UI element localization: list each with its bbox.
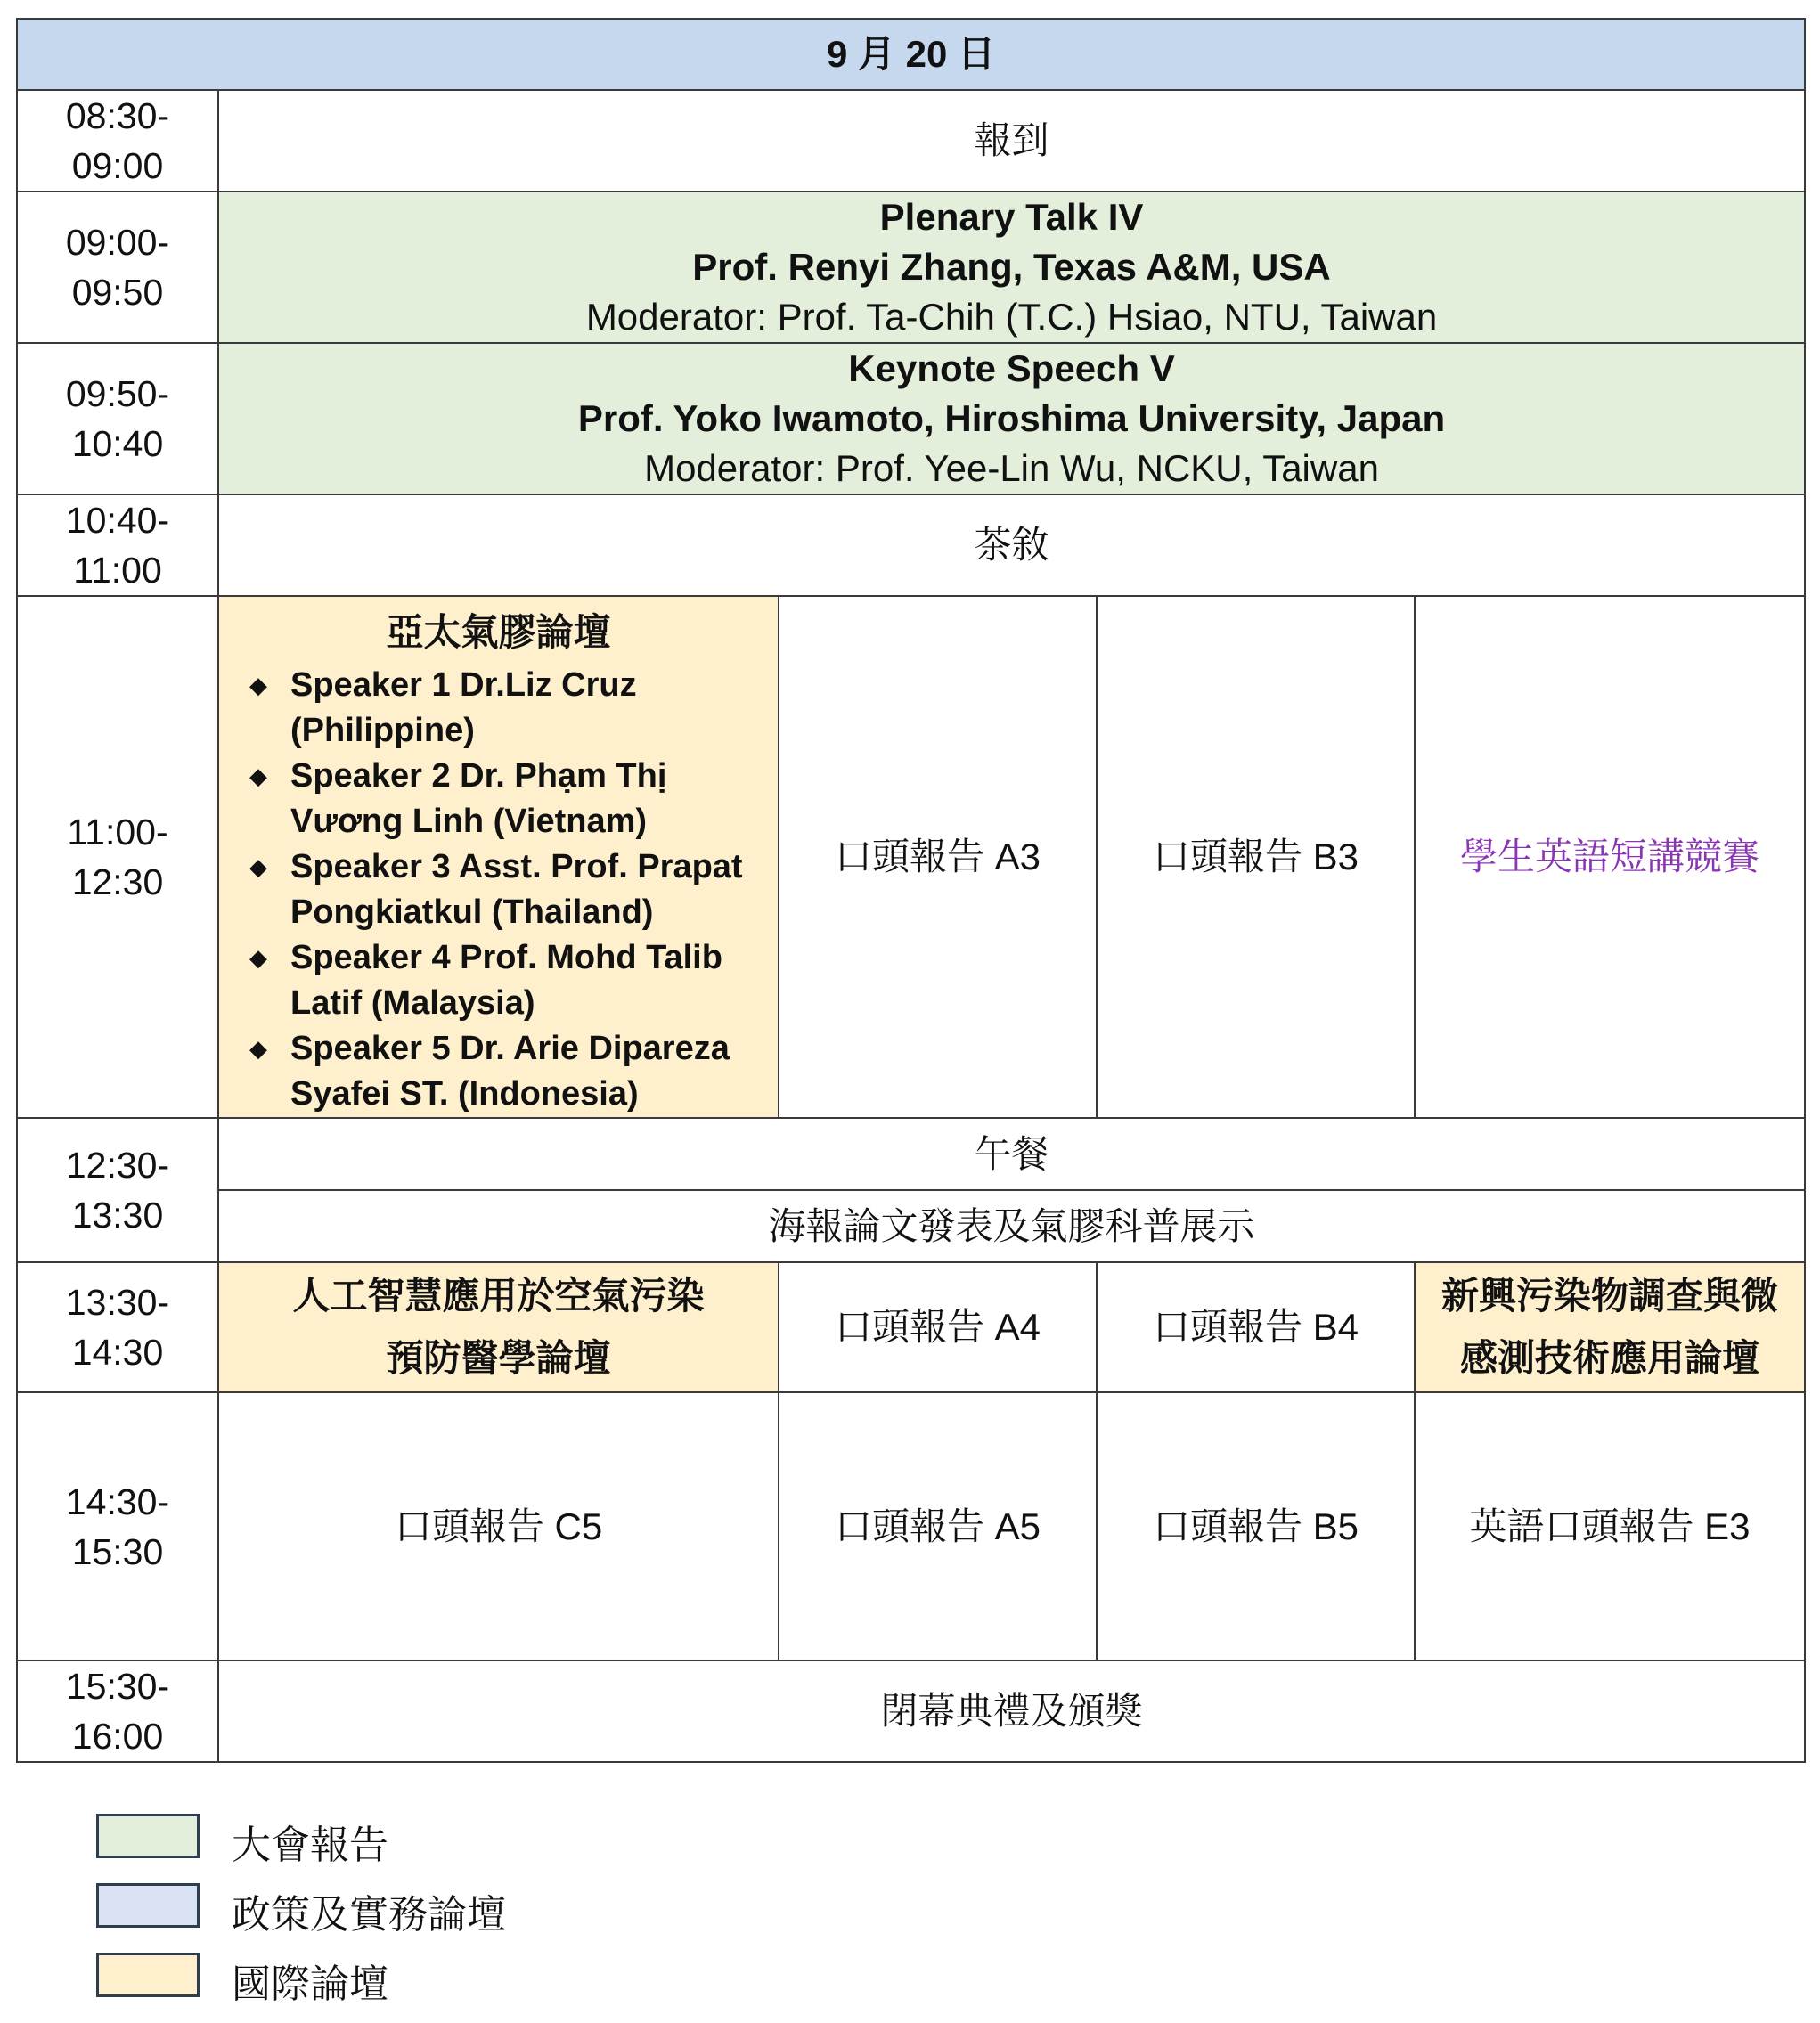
plenary-talk-cell (218, 192, 1805, 343)
closing-ceremony-cell: 閉幕典禮及頒獎 (218, 1660, 1805, 1762)
oral-session-a3: 口頭報告 A3 (779, 596, 1097, 1118)
time-cell: 08:30- 09:00 (17, 90, 218, 192)
list-item: ◆ Speaker 5 Dr. Arie Dipareza Syafei ST. (Indonesia) (244, 1026, 771, 1117)
keynote-heading: Keynote Speech V (848, 347, 1175, 389)
ai-air-pollution-forum: 人工智慧應用於空氣污染 預防醫學論壇 (218, 1262, 779, 1392)
list-item: ◆ Speaker 1 Dr.Liz Cruz (Philippine) (244, 663, 771, 754)
list-item: ◆ Speaker 3 Asst. Prof. Prapat Pongkiatkul (Thailand) (244, 844, 771, 935)
speaker-list (226, 663, 771, 1117)
keynote-moderator: Moderator: Prof. Yee-Lin Wu, NCKU, Taiwan (644, 447, 1379, 489)
row-0950 (17, 343, 1805, 494)
plenary-heading: Plenary Talk IV (879, 196, 1144, 238)
oral-session-a5: 口頭報告 A5 (779, 1392, 1097, 1660)
student-english-contest: 學生英語短講競賽 (1415, 596, 1805, 1118)
time-cell: 10:40- 11:00 (17, 494, 218, 596)
oral-session-c5: 口頭報告 C5 (218, 1392, 779, 1660)
plenary-speaker: Prof. Renyi Zhang, Texas A&M, USA (692, 246, 1331, 288)
oral-session-b4: 口頭報告 B4 (1097, 1262, 1415, 1392)
emerging-pollutants-forum: 新興污染物調查與微 感測技術應用論壇 (1415, 1262, 1805, 1392)
row-0830 (17, 90, 1805, 192)
diamond-bullet-icon: ◆ (249, 763, 267, 789)
time-cell: 11:00- 12:30 (17, 596, 218, 1118)
asia-pacific-forum-cell (218, 596, 779, 1118)
diamond-bullet-icon: ◆ (249, 944, 267, 971)
oral-session-a4: 口頭報告 A4 (779, 1262, 1097, 1392)
legend-label: 大會報告 (232, 1823, 388, 1867)
keynote-speaker: Prof. Yoko Iwamoto, Hiroshima University, Japan (577, 397, 1446, 439)
row-1230-poster (17, 1190, 1805, 1262)
legend-swatch-policy (96, 1883, 200, 1928)
row-1330 (17, 1262, 1805, 1392)
keynote-speech-cell (218, 343, 1805, 494)
time-cell: 09:00- 09:50 (17, 192, 218, 343)
legend-swatch-plenary (96, 1814, 200, 1858)
list-item: ◆ Speaker 4 Prof. Mohd Talib Latif (Malaysia) (244, 935, 771, 1026)
english-oral-session-e3: 英語口頭報告 E3 (1415, 1392, 1805, 1660)
legend-label: 政策及實務論壇 (232, 1893, 506, 1937)
row-1430 (17, 1392, 1805, 1660)
row-0900 (17, 192, 1805, 343)
time-cell: 15:30- 16:00 (17, 1660, 218, 1762)
plenary-moderator: Moderator: Prof. Ta-Chih (T.C.) Hsiao, NTU, Taiwan (585, 296, 1438, 338)
forum-title: 亞太氣膠論壇 (386, 611, 611, 653)
schedule-table (16, 18, 1806, 1763)
list-item: ◆ Speaker 2 Dr. Phạm Thị Vương Linh (Vietnam) (244, 754, 771, 844)
legend-label: 國際論壇 (232, 1962, 388, 2006)
row-1230-lunch (17, 1118, 1805, 1190)
row-1530 (17, 1660, 1805, 1762)
diamond-bullet-icon: ◆ (249, 853, 267, 880)
time-cell: 14:30- 15:30 (17, 1392, 218, 1660)
oral-session-b3: 口頭報告 B3 (1097, 596, 1415, 1118)
diamond-bullet-icon: ◆ (249, 672, 267, 698)
time-cell: 09:50- 10:40 (17, 343, 218, 494)
lunch-cell: 午餐 (218, 1118, 1805, 1190)
row-1100 (17, 596, 1805, 1118)
date-title: 9 月 20 日 (17, 19, 1805, 90)
tea-break-cell: 茶敘 (218, 494, 1805, 596)
row-1040 (17, 494, 1805, 596)
legend-swatch-international (96, 1953, 200, 1997)
date-header-row (17, 19, 1805, 90)
diamond-bullet-icon: ◆ (249, 1035, 267, 1062)
oral-session-b5: 口頭報告 B5 (1097, 1392, 1415, 1660)
time-cell: 12:30- 13:30 (17, 1118, 218, 1262)
time-cell: 13:30- 14:30 (17, 1262, 218, 1392)
registration-cell: 報到 (218, 90, 1805, 192)
poster-session-cell: 海報論文發表及氣膠科普展示 (218, 1190, 1805, 1262)
